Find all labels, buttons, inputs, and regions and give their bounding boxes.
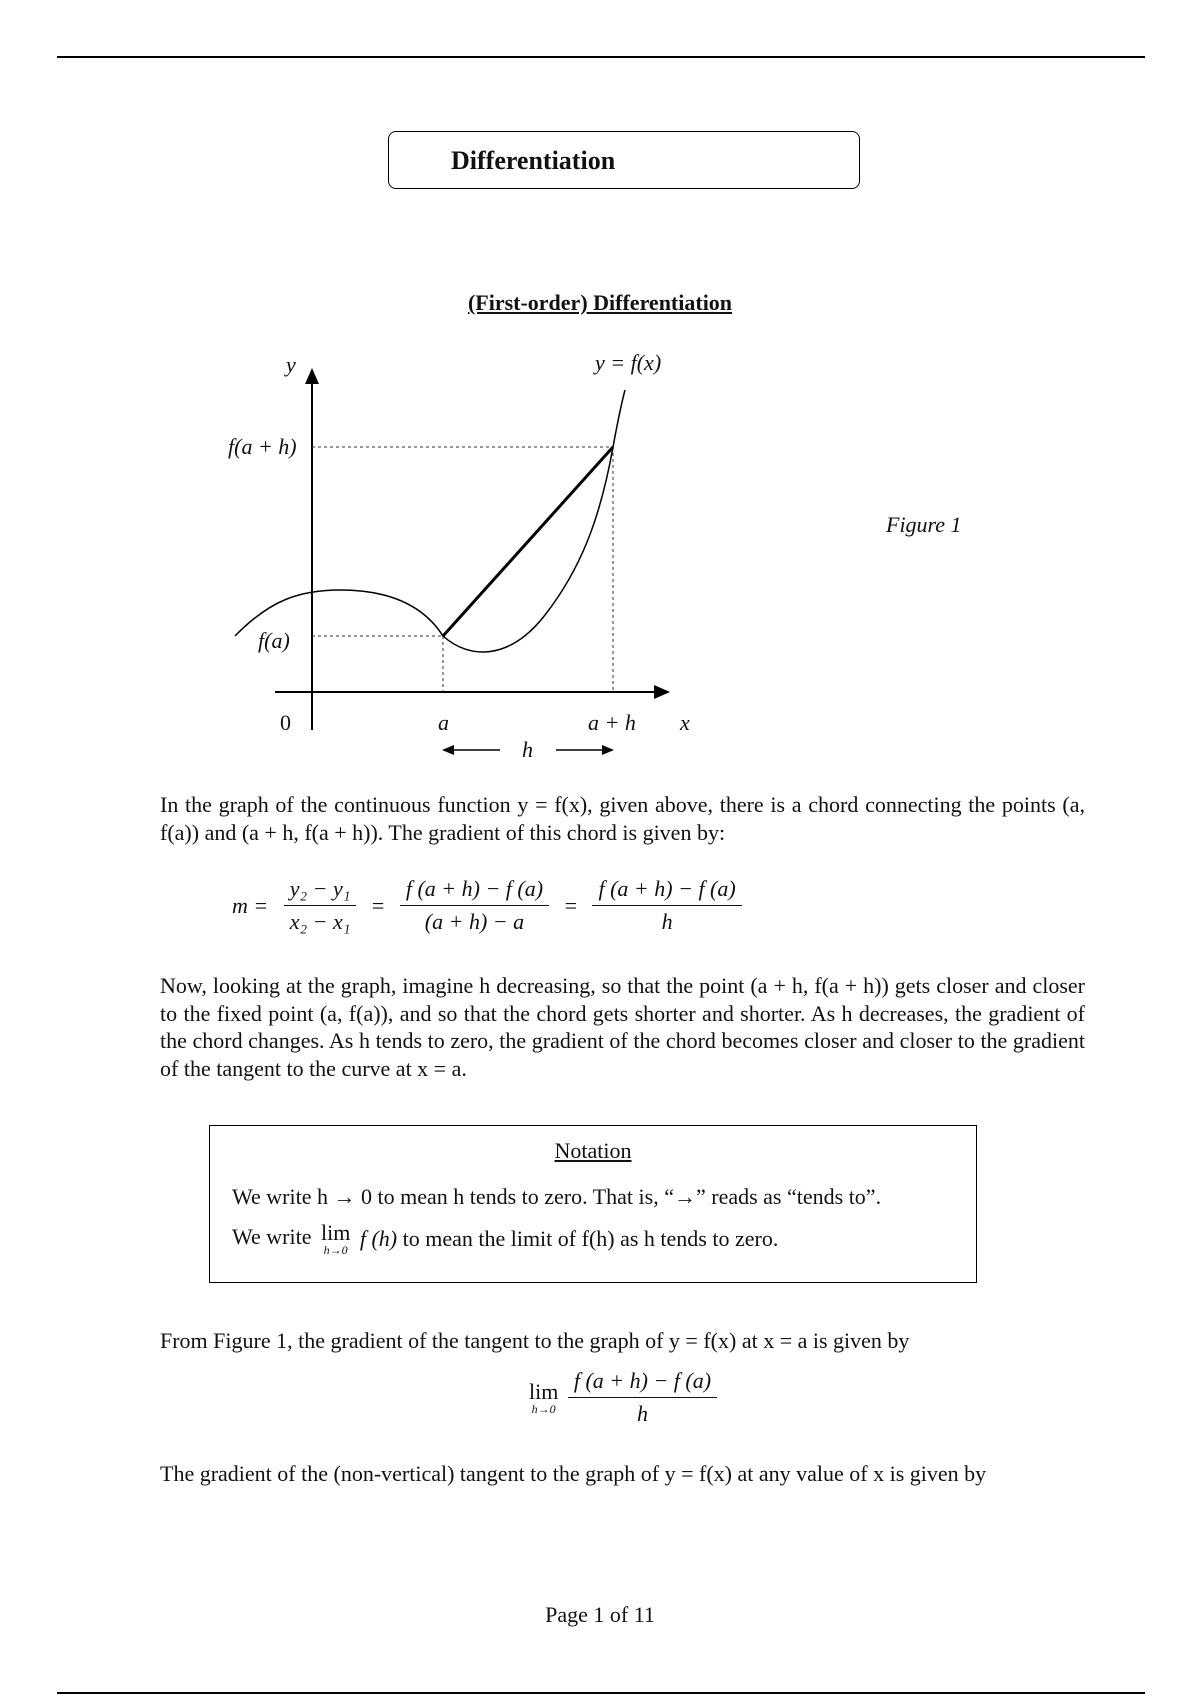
h-arrow-right-head [602,745,614,755]
y-axis-label: y [286,352,296,377]
limit-formula [525,1368,717,1427]
h-label: h [522,737,533,762]
x-tick-a: a [438,710,449,735]
h-arrow-left-head [442,745,454,755]
gradient-formula [232,876,742,935]
fraction-difference [400,876,549,935]
y-axis-arrowhead [305,368,319,384]
paragraph-tangent: From Figure 1, the gradient of the tangent to the graph of y = f(x) at x = a is given by [160,1328,910,1353]
y-tick-fa: f(a) [258,628,290,653]
x-axis-arrowhead [654,685,670,699]
notation-line-limit-suffix: to mean the limit of f(h) as h tends to zero. [402,1226,779,1251]
fraction-limit-numerator: f (a + h) − f (a) [568,1368,717,1398]
notation-function: f (h) [359,1226,398,1251]
limit-subscript: h→0 [531,1401,556,1416]
figure-caption: Figure 1 [886,512,962,537]
limit-symbol [529,1378,559,1416]
x-axis-label: x [680,710,690,735]
origin-label: 0 [280,710,291,735]
fraction-simplified-numerator: f (a + h) − f (a) [592,876,741,906]
x-tick-ah: a + h [588,710,636,735]
fraction-difference-denominator: (a + h) − a [424,909,525,934]
fraction-slope [284,876,357,935]
fraction-slope-numerator: y₂ − y₁ [284,876,357,906]
fraction-limit [568,1368,717,1427]
notation-box [209,1125,977,1283]
function-curve [235,390,625,652]
paragraph-chord: In the graph of the continuous function y = f(x), given above, there is a chord connecting the points (a, f(a)) and (a + h, f(a + h)). The gradient of this chord is given by: [160,792,1085,845]
notation-line-limit [232,1222,778,1256]
equals-sign: = [564,892,577,918]
figure-graph [0,0,1200,780]
fraction-simplified [592,876,741,935]
page-title: Differentiation [451,146,616,175]
notation-heading: Notation [554,1138,632,1163]
bottom-rule [57,1692,1145,1694]
page-number: Page 1 of 11 [545,1602,655,1627]
fraction-slope-denominator: x₂ − x₁ [289,909,351,934]
formula-lhs: m = [232,892,269,918]
section-heading: (First-order) Differentiation [467,290,733,315]
curve-label: y = f(x) [595,350,662,375]
equals-sign: = [371,892,385,918]
fraction-difference-numerator: f (a + h) − f (a) [400,876,549,906]
notation-line-arrow: We write h → 0 to mean h tends to zero. That is, “→” reads as “tends to”. [232,1184,882,1209]
limit-word: lim [529,1378,559,1404]
limit-word: lim [320,1220,351,1245]
paragraph-general-gradient: The gradient of the (non-vertical) tangent to the graph of y = f(x) at any value of x is given by [160,1461,987,1486]
limit-symbol [321,1222,350,1256]
fraction-simplified-denominator: h [661,909,673,934]
limit-subscript: h→0 [323,1243,348,1257]
paragraph-limit-idea: Now, looking at the graph, imagine h decreasing, so that the point (a + h, f(a + h)) gets closer and closer to the fixed point (a, f(a)), and so that the chord gets shorter and shorter. As h decreases, the gradient of the chord changes. As h tends to zero, the gradient of the chord becomes closer and closer to the gradient of the tangent to the curve at x = a. [160,973,1085,1081]
notation-line-limit-prefix: We write [232,1224,312,1250]
y-tick-fah: f(a + h) [228,434,297,459]
fraction-limit-denominator: h [636,1401,648,1426]
